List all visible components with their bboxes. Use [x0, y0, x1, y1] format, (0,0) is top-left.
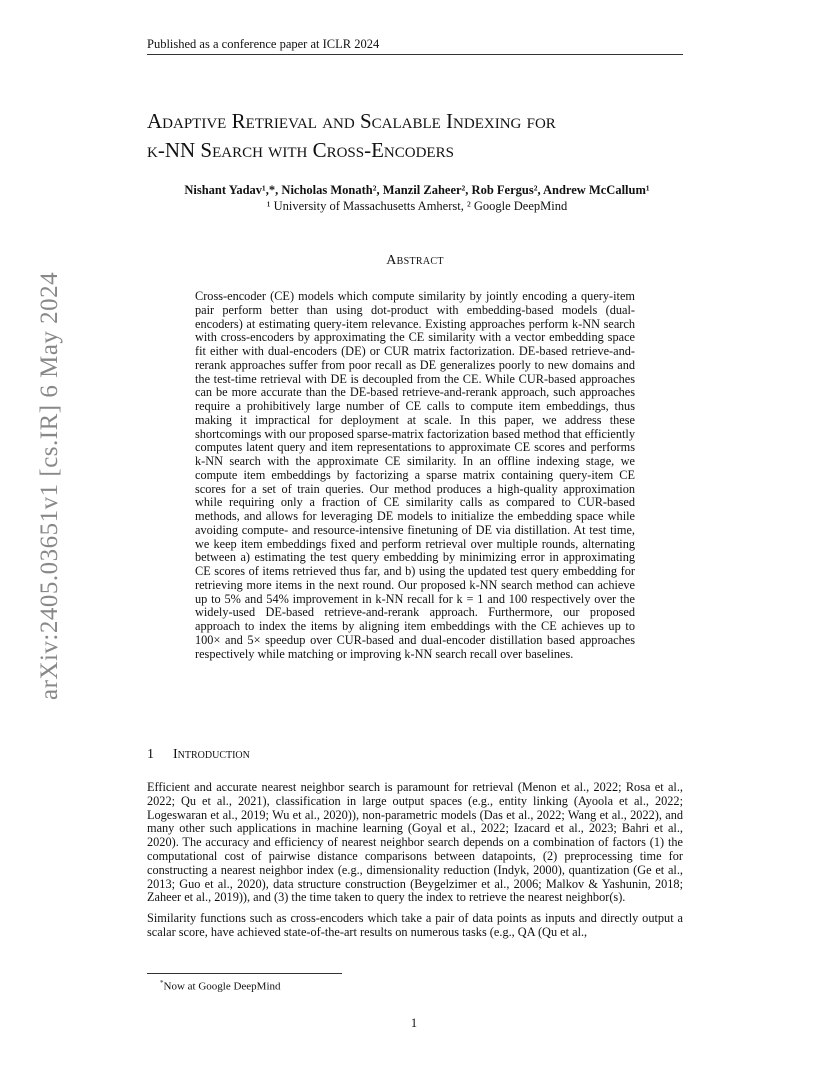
author-affiliations: ¹ University of Massachusetts Amherst, ² Google DeepMind: [266, 199, 568, 213]
author-names: Nishant Yadav¹,*, Nicholas Monath², Manzil Zaheer², Rob Fergus², Andrew McCallum¹: [184, 183, 650, 197]
footnote-marker: *: [160, 979, 164, 987]
title-line-1: Adaptive Retrieval and Scalable Indexing for: [147, 109, 556, 133]
arxiv-identifier-stamp[interactable]: arXiv:2405.03651v1 [cs.IR] 6 May 2024: [36, 271, 63, 700]
section-heading-introduction: [147, 747, 683, 763]
section-number: 1: [147, 747, 154, 762]
author-block: [147, 182, 687, 214]
intro-paragraph-2: Similarity functions such as cross-encoders which take a pair of data points as inputs and directly output a scalar score, have achieved state-of-the-art results on numerous tasks (e.g., QA (Qu et al.,: [147, 911, 683, 939]
footnote-divider: [147, 973, 342, 974]
page-number: 1: [410, 1016, 418, 1030]
running-header: [147, 36, 683, 55]
abstract-heading: Abstract: [386, 253, 444, 268]
abstract-body: Cross-encoder (CE) models which compute similarity by jointly encoding a query-item pair perform better than using dot-product with embedding-based models (dual-encoders) at estimating query-item relevance. Existing approaches perform k-NN search with cross-encoders by approximating the CE similarity with a vector embedding space fit either with dual-encoders (DE) or CUR matrix factorization. DE-based retrieve-and-rerank approaches suffer from poor recall as DE generalizes poorly to new domains and the test-time retrieval with DE is decoupled from the CE. While CUR-based approaches can be more accurate than the DE-based retrieve-and-rerank approach, such approaches require a prohibitively large number of CE calls to compute item embeddings, thus making it impractical for deployment at scale. In this paper, we address these shortcomings with our proposed sparse-matrix factorization based method that efficiently computes latent query and item representations to approximate CE scores and performs k-NN search with the approximate CE similarity. In an offline indexing stage, we compute item embeddings by factorizing a sparse matrix containing query-item CE scores for a set of train queries. Our method produces a high-quality approximation while requiring only a fraction of CE similarity calls as compared to CUR-based methods, and allows for leveraging DE models to initialize the embedding space while avoiding compute- and resource-intensive finetuning of DE via distillation. At test time, we keep item embeddings fixed and perform retrieval over multiple rounds, alternating between a) estimating the test query embedding by minimizing error in approximating CE scores of items retrieved thus far, and b) using the updated test query embedding for retrieving more items in the next round. Our proposed k-NN search method can achieve up to 5% and 54% improvement in k-NN recall for k = 1 and 100 respectively over the widely-used DE-based retrieve-and-rerank approach. Furthermore, our proposed approach to index the items by aligning item embeddings with the CE achieves up to 100× and 5× speedup over CUR-based and dual-encoder distillation based approaches respectively while matching or improving k-NN search recall over baselines.: [195, 289, 635, 661]
footnote: [160, 977, 660, 994]
paper-title: [147, 107, 707, 165]
footnote-text: Now at Google DeepMind: [163, 980, 281, 993]
introduction-body: [147, 781, 683, 947]
running-head-text: Published as a conference paper at ICLR 2024: [147, 37, 380, 51]
section-title: Introduction: [173, 747, 250, 762]
intro-paragraph-1: Efficient and accurate nearest neighbor search is paramount for retrieval (Menon et al., 2022; Rosa et al., 2022; Qu et al., 2021), classification in large output spaces (e.g., entity linking (Ayoola et al., 2022; Logeswaran et al., 2019; Wu et al., 2020)), non-parametric models (Das et al., 2022; Wang et al., 2022), and many other such applications in machine learning (Goyal et al., 2022; Izacard et al., 2023; Bahri et al., 2020). The accuracy and efficiency of nearest neighbor search depends on a combination of factors (1) the computational cost of pairwise distance comparisons between datapoints, (2) preprocessing time for constructing a nearest neighbor index (e.g., dimensionality reduction (Indyk, 2000), quantization (Ge et al., 2013; Guo et al., 2020), data structure construction (Beygelzimer et al., 2006; Malkov & Yashunin, 2018; Zaheer et al., 2019)), and (3) the time taken to query the index to retrieve the nearest neighbor(s).: [147, 780, 683, 905]
title-line-2: k-NN Search with Cross-Encoders: [147, 138, 454, 162]
